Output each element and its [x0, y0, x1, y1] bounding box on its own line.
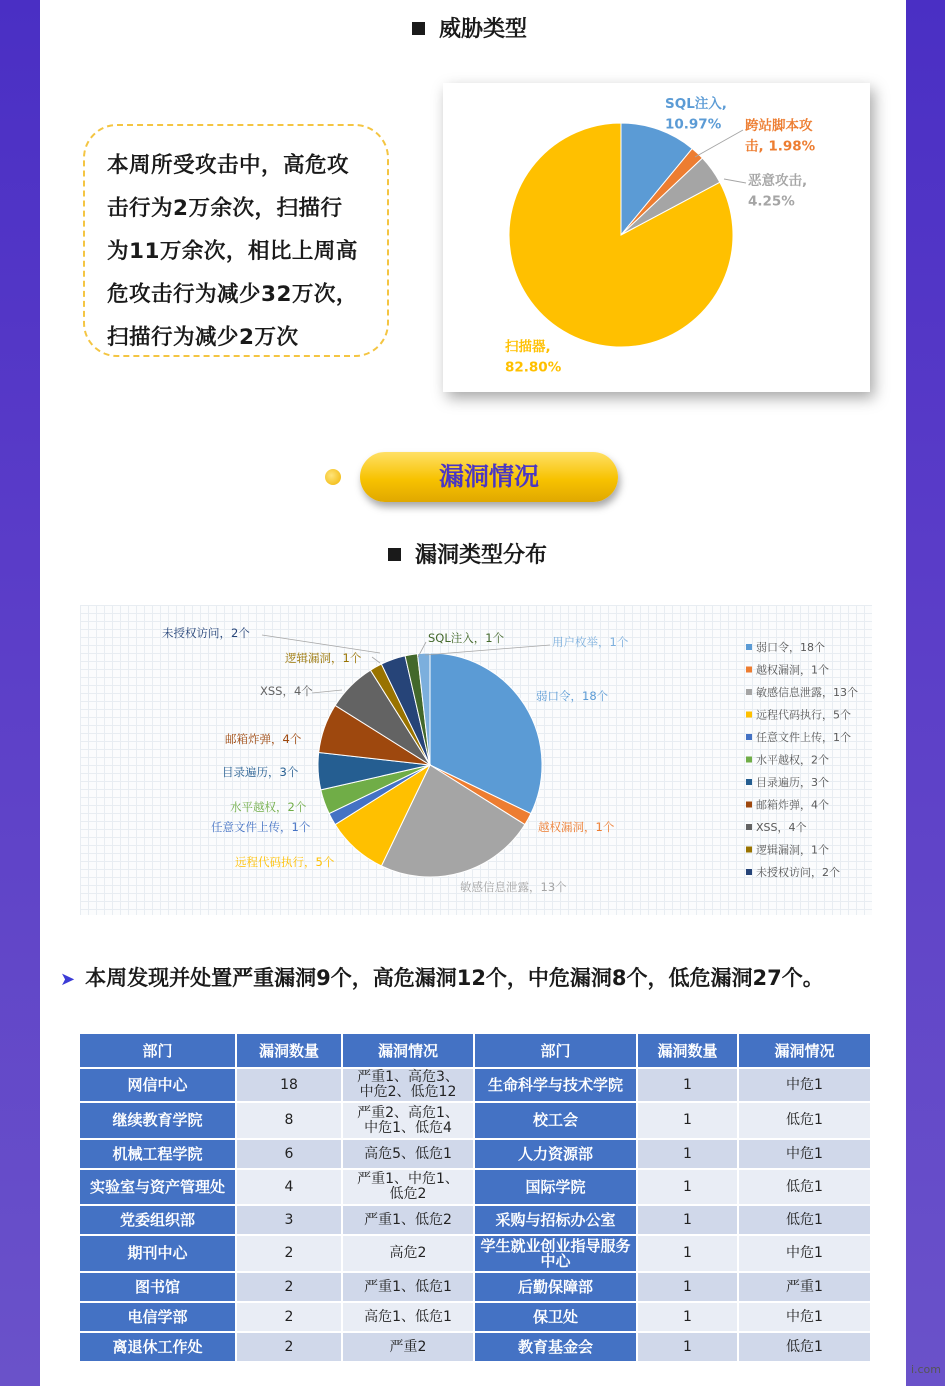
department-cell: 期刊中心	[79, 1235, 236, 1272]
legend-entry: 敏感信息泄露，13个	[756, 686, 858, 699]
legend-entry: 目录遍历，3个	[756, 776, 829, 789]
data-label: 越权漏洞，1个	[538, 820, 615, 834]
department-cell: 保卫处	[474, 1302, 637, 1332]
vuln-count-cell: 1	[637, 1169, 738, 1205]
data-label: 目录遍历，3个	[222, 765, 299, 779]
table-header-cell: 漏洞情况	[342, 1033, 474, 1068]
vuln-detail-cell: 严重1、中危1、 低危2	[342, 1169, 474, 1205]
table-row	[79, 1235, 871, 1272]
watermark-text: i.com	[910, 1363, 941, 1376]
data-label: 10.97%	[665, 116, 722, 133]
vuln-detail-cell: 严重1、低危2	[342, 1205, 474, 1235]
arrow-bullet-icon: ➤	[60, 969, 76, 990]
legend-entry: 逻辑漏洞，1个	[756, 843, 829, 857]
legend-entry: 任意文件上传，1个	[756, 731, 851, 744]
vuln-count-cell: 1	[637, 1332, 738, 1362]
vuln-count-cell: 1	[637, 1139, 738, 1169]
legend-swatch	[746, 869, 752, 875]
department-cell: 采购与招标办公室	[474, 1205, 637, 1235]
data-label: 恶意攻击,	[748, 173, 808, 189]
vuln-detail-cell: 中危1	[738, 1302, 871, 1332]
table-header-cell: 部门	[474, 1033, 637, 1068]
data-label: 任意文件上传，1个	[211, 820, 311, 834]
data-label: 远程代码执行，5个	[235, 855, 335, 869]
vuln-detail-cell: 严重1、高危3、 中危2、低危12	[342, 1068, 474, 1102]
vuln-count-cell: 2	[236, 1302, 342, 1332]
vuln-count-cell: 4	[236, 1169, 342, 1205]
vuln-detail-cell: 低危1	[738, 1169, 871, 1205]
vuln-detail-cell: 高危1、低危1	[342, 1302, 474, 1332]
vuln-count-cell: 8	[236, 1102, 342, 1139]
data-label: 邮箱炸弹，4个	[225, 732, 302, 746]
leader-line	[724, 179, 746, 183]
legend-swatch	[746, 779, 752, 785]
legend-swatch	[746, 712, 752, 718]
data-label: SQL注入,	[665, 96, 727, 112]
vuln-count-cell: 1	[637, 1205, 738, 1235]
vuln-detail-cell: 低危1	[738, 1102, 871, 1139]
vuln-count-cell: 2	[236, 1332, 342, 1362]
data-label: SQL注入，1个	[428, 631, 505, 645]
vuln-count-cell: 1	[637, 1102, 738, 1139]
legend-swatch	[746, 847, 752, 853]
leader-line	[425, 645, 550, 655]
table-row	[79, 1139, 871, 1169]
legend-entry: XSS，4个	[756, 821, 807, 834]
data-label: 4.25%	[748, 193, 795, 210]
vuln-detail-cell: 中危1	[738, 1235, 871, 1272]
department-cell: 国际学院	[474, 1169, 637, 1205]
report-sheet	[40, 0, 906, 1386]
legend-entry: 邮箱炸弹，4个	[756, 798, 829, 812]
legend-swatch	[746, 667, 752, 673]
data-label: 逻辑漏洞，1个	[285, 651, 362, 665]
table-header-row	[79, 1033, 871, 1068]
vuln-count-cell: 1	[637, 1235, 738, 1272]
table-header-cell: 漏洞情况	[738, 1033, 871, 1068]
legend-swatch	[746, 644, 752, 650]
square-bullet-icon	[388, 548, 401, 561]
data-label: 击, 1.98%	[745, 138, 816, 155]
data-label: 跨站脚本攻	[745, 118, 813, 134]
vuln-count-cell: 1	[637, 1302, 738, 1332]
table-row	[79, 1169, 871, 1205]
department-cell: 实验室与资产管理处	[79, 1169, 236, 1205]
department-cell: 网信中心	[79, 1068, 236, 1102]
data-label: 用户枚举，1个	[552, 635, 629, 649]
department-cell: 党委组织部	[79, 1205, 236, 1235]
vuln-count-cell: 2	[236, 1235, 342, 1272]
square-bullet-icon	[412, 22, 425, 35]
department-cell: 学生就业创业指导服务 中心	[474, 1235, 637, 1272]
vuln-detail-cell: 中危1	[738, 1068, 871, 1102]
legend-entry: 弱口令，18个	[756, 641, 825, 654]
legend-swatch	[746, 802, 752, 808]
vuln-count-cell: 18	[236, 1068, 342, 1102]
department-cell: 电信学部	[79, 1302, 236, 1332]
vuln-detail-cell: 中危1	[738, 1139, 871, 1169]
table-row	[79, 1102, 871, 1139]
vuln-detail-cell: 严重2、高危1、 中危1、低危4	[342, 1102, 474, 1139]
data-label: 敏感信息泄露，13个	[460, 880, 567, 894]
table-row	[79, 1272, 871, 1302]
department-cell: 人力资源部	[474, 1139, 637, 1169]
summary-line: 危攻击行为减少32万次，	[107, 282, 358, 307]
threat-pie-svg	[443, 83, 870, 392]
table-row	[79, 1068, 871, 1102]
data-label: 弱口令，18个	[536, 689, 609, 703]
vuln-dist-title: 漏洞类型分布	[388, 538, 547, 569]
vuln-detail-cell: 低危1	[738, 1205, 871, 1235]
summary-line: 扫描行为减少2万次	[107, 325, 299, 350]
table-row	[79, 1302, 871, 1332]
table-row	[79, 1332, 871, 1362]
legend-swatch	[746, 824, 752, 830]
vuln-count-cell: 2	[236, 1272, 342, 1302]
legend-entry: 越权漏洞，1个	[756, 663, 829, 677]
table-header-cell: 漏洞数量	[236, 1033, 342, 1068]
summary-line: 为11万余次，相比上周高	[107, 239, 358, 264]
legend-entry: 远程代码执行，5个	[756, 708, 851, 722]
data-label: 扫描器,	[505, 339, 551, 355]
legend-swatch	[746, 689, 752, 695]
threat-section-title: 威胁类型	[412, 12, 527, 43]
vuln-stat-line: ➤ 本周发现并处置严重漏洞9个，高危漏洞12个，中危漏洞8个，低危漏洞27个。	[60, 966, 824, 990]
department-cell: 生命科学与技术学院	[474, 1068, 637, 1102]
data-label: 未授权访问，2个	[162, 626, 250, 640]
department-cell: 继续教育学院	[79, 1102, 236, 1139]
leader-line	[695, 130, 743, 157]
summary-line: 击行为2万余次，扫描行	[107, 196, 343, 221]
leader-line	[372, 657, 380, 663]
department-cell: 机械工程学院	[79, 1139, 236, 1169]
vuln-detail-cell: 高危2	[342, 1235, 474, 1272]
bullet-dot-icon	[325, 469, 341, 485]
summary-line: 本周所受攻击中，高危攻	[107, 153, 350, 178]
data-label: 82.80%	[505, 359, 562, 376]
legend-entry: 未授权访问，2个	[756, 866, 840, 879]
legend-swatch	[746, 734, 752, 740]
vuln-pie-svg	[80, 605, 872, 915]
vuln-department-table	[78, 1032, 872, 1363]
vuln-count-cell: 6	[236, 1139, 342, 1169]
legend-entry: 水平越权，2个	[756, 753, 829, 767]
vuln-detail-cell: 高危5、低危1	[342, 1139, 474, 1169]
vuln-type-pie-chart	[80, 605, 872, 915]
vuln-detail-cell: 严重2	[342, 1332, 474, 1362]
vuln-count-cell: 3	[236, 1205, 342, 1235]
data-label: 水平越权，2个	[230, 800, 307, 814]
table-header-cell: 漏洞数量	[637, 1033, 738, 1068]
department-cell: 离退休工作处	[79, 1332, 236, 1362]
vuln-detail-cell: 严重1、低危1	[342, 1272, 474, 1302]
threat-type-pie-chart	[443, 83, 870, 392]
leader-line	[312, 690, 342, 693]
data-label: XSS，4个	[260, 684, 313, 698]
vuln-section-banner: 漏洞情况	[360, 452, 618, 502]
vuln-count-cell: 1	[637, 1068, 738, 1102]
department-cell: 教育基金会	[474, 1332, 637, 1362]
attack-summary-callout	[83, 124, 389, 357]
vuln-count-cell: 1	[637, 1272, 738, 1302]
department-cell: 校工会	[474, 1102, 637, 1139]
vuln-detail-cell: 低危1	[738, 1332, 871, 1362]
legend-swatch	[746, 757, 752, 763]
vuln-detail-cell: 严重1	[738, 1272, 871, 1302]
department-cell: 后勤保障部	[474, 1272, 637, 1302]
department-cell: 图书馆	[79, 1272, 236, 1302]
table-header-cell: 部门	[79, 1033, 236, 1068]
table-row	[79, 1205, 871, 1235]
